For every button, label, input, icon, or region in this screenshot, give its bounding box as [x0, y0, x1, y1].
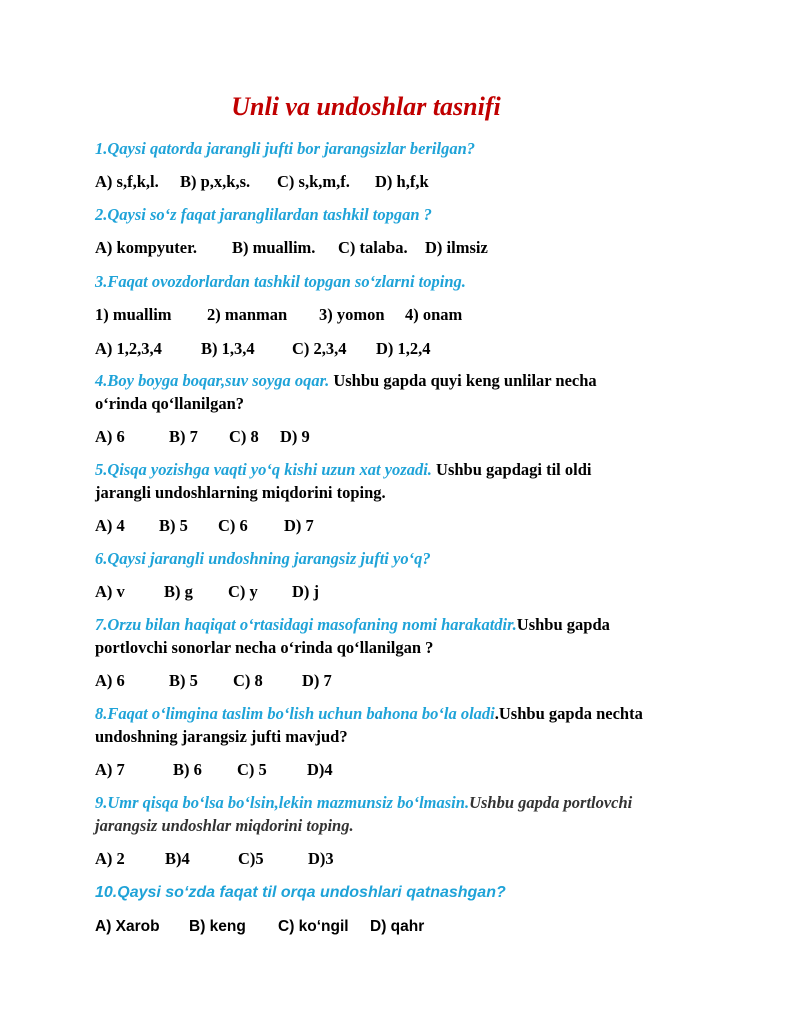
q7-option-c: C) 8 [233, 671, 263, 690]
q2-option-a: A) kompyuter. [95, 238, 198, 257]
q6-option-a: A) v [95, 582, 125, 601]
q6-option-b: B) g [164, 582, 193, 601]
q1-option-d: D) h,f,k [375, 172, 429, 191]
q6-option-c: C) y [228, 582, 258, 601]
q3-item-3: 3) yomon [319, 305, 385, 324]
q3-option-b: B) 1,3,4 [201, 339, 255, 358]
q7-option-b: B) 5 [169, 671, 198, 690]
question-6: 6.Qaysi jarangli undoshning jarangsiz jufti yo‘q? [95, 549, 431, 568]
question-8-options [95, 758, 735, 781]
question-3-items [95, 303, 735, 326]
q4-option-b: B) 7 [169, 427, 198, 446]
question-5-options [95, 514, 735, 537]
question-7 [95, 613, 735, 636]
q1-option-a: A) s,f,k,l. [95, 172, 159, 191]
question-4-continued: o‘rinda qo‘llanilgan? [95, 394, 244, 413]
question-10-options [95, 915, 735, 938]
q2-option-c: C) talaba. [338, 238, 408, 257]
q8-option-d: D)4 [307, 760, 333, 779]
q10-option-d: D) qahr [370, 918, 425, 935]
q5-option-b: B) 5 [159, 516, 188, 535]
q3-option-d: D) 1,2,4 [376, 339, 431, 358]
q3-option-a: A) 1,2,3,4 [95, 339, 162, 358]
q5-task: Ushbu gapdagi til oldi [436, 460, 592, 479]
q1-option-b: B) p,x,k,s. [180, 172, 251, 191]
q2-option-d: D) ilmsiz [425, 238, 488, 257]
q4-task: Ushbu gapda quyi keng unlilar necha [333, 371, 597, 390]
q9-option-b: B)4 [165, 849, 190, 868]
question-5 [95, 458, 735, 481]
q8-option-b: B) 6 [173, 760, 202, 779]
q3-item-1: 1) muallim [95, 305, 172, 324]
q10-option-b: B) keng [189, 918, 246, 935]
q10-option-c: C) ko‘ngil [278, 918, 349, 935]
q7-option-a: A) 6 [95, 671, 125, 690]
q9-option-a: A) 2 [95, 849, 125, 868]
q3-option-c: C) 2,3,4 [292, 339, 347, 358]
question-7-continued: portlovchi sonorlar necha o‘rinda qo‘llanilgan ? [95, 638, 434, 657]
question-6-options [95, 580, 735, 603]
question-4 [95, 369, 735, 392]
q10-option-a: A) Xarob [95, 918, 160, 935]
q4-option-d: D) 9 [280, 427, 310, 446]
q6-option-d: D) j [292, 582, 320, 601]
question-2: 2.Qaysi so‘z faqat jaranglilardan tashkil topgan ? [95, 205, 432, 224]
q5-option-c: C) 6 [218, 516, 248, 535]
question-3-options [95, 337, 735, 360]
q4-sentence: 4.Boy boyga boqar,suv soyga oqar. [95, 371, 330, 390]
q5-option-a: A) 4 [95, 516, 125, 535]
question-8 [95, 702, 735, 725]
q3-item-2: 2) manman [207, 305, 288, 324]
q9-option-d: D)3 [308, 849, 334, 868]
q4-option-c: C) 8 [229, 427, 259, 446]
q7-sentence: 7.Orzu bilan haqiqat o‘rtasidagi masofaning nomi harakatdir. [95, 615, 517, 634]
q8-sentence: 8.Faqat o‘limgina taslim bo‘lish uchun bahona bo‘la oladi [95, 704, 495, 723]
q7-option-d: D) 7 [302, 671, 332, 690]
q3-item-4: 4) onam [405, 305, 463, 324]
q9-sentence: 9.Umr qisqa bo‘lsa bo‘lsin,lekin mazmunsiz bo‘lmasin. [95, 793, 470, 812]
q5-option-d: D) 7 [284, 516, 314, 535]
question-5-continued: jarangli undoshlarning miqdorini toping. [95, 483, 386, 502]
q2-option-b: B) muallim. [232, 238, 316, 257]
question-9-continued: jarangsiz undoshlar miqdorini toping. [95, 816, 354, 835]
q4-option-a: A) 6 [95, 427, 125, 446]
q1-option-c: C) s,k,m,f. [277, 172, 350, 191]
page-title: Unli va undoshlar tasnifi [231, 92, 501, 121]
question-2-options [95, 236, 735, 259]
question-1-options [95, 170, 735, 193]
question-9-options [95, 847, 735, 870]
question-3: 3.Faqat ovozdorlardan tashkil topgan so‘zlarni toping. [95, 272, 466, 291]
question-7-options [95, 669, 735, 692]
question-9 [95, 791, 735, 814]
question-10: 10.Qaysi so‘zda faqat til orqa undoshlari qatnashgan? [95, 884, 506, 901]
q8-task: .Ushbu gapda nechta [494, 704, 643, 723]
q9-option-c: C)5 [238, 849, 264, 868]
question-4-options [95, 425, 735, 448]
q5-sentence: 5.Qisqa yozishga vaqti yo‘q kishi uzun xat yozadi. [95, 460, 432, 479]
q7-task: Ushbu gapda [516, 615, 610, 634]
q9-task: Ushbu gapda portlovchi [469, 793, 633, 812]
q8-option-c: C) 5 [237, 760, 267, 779]
question-8-continued: undoshning jarangsiz jufti mavjud? [95, 727, 348, 746]
q8-option-a: A) 7 [95, 760, 125, 779]
question-1: 1.Qaysi qatorda jarangli jufti bor jarangsizlar berilgan? [95, 139, 476, 158]
